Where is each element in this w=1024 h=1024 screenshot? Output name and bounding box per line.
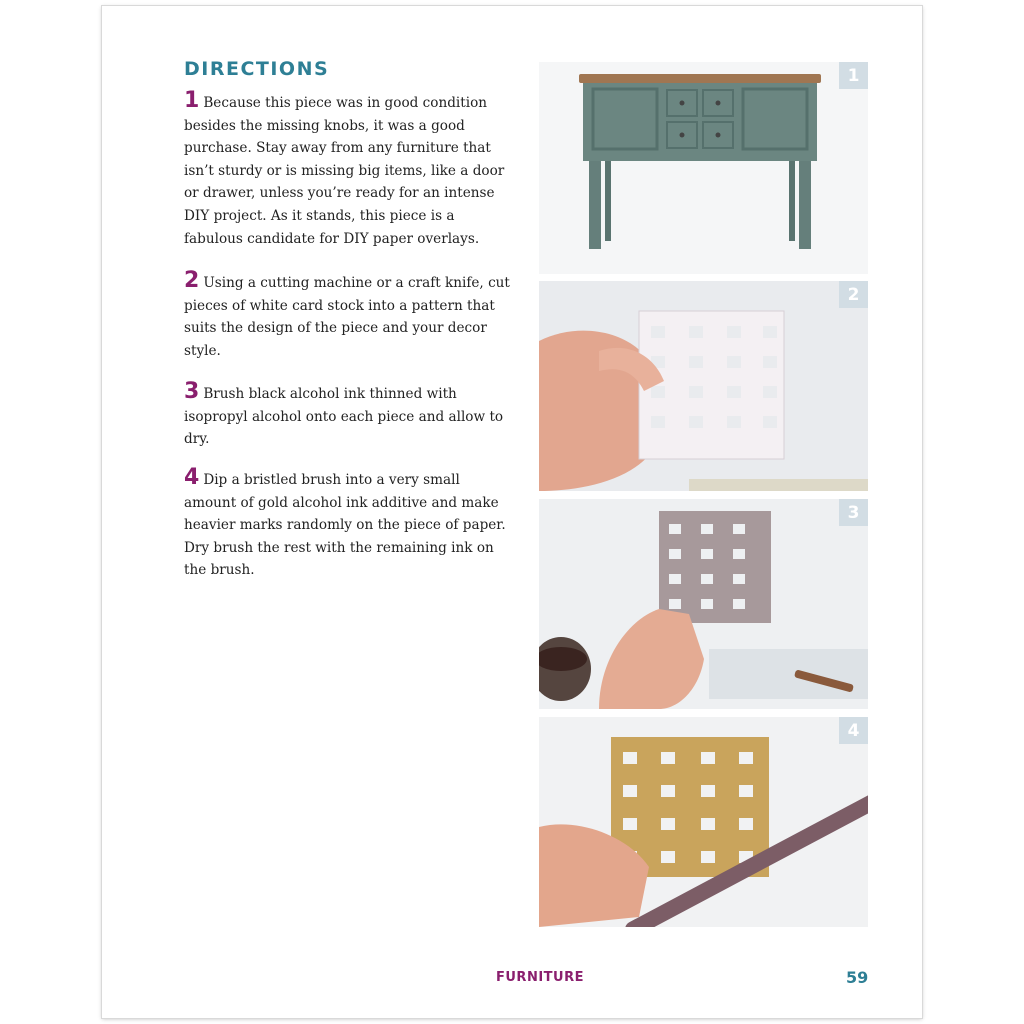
step-3 [184,379,514,451]
step-number: 3 [184,379,200,404]
book-page [102,6,922,1018]
page-number: 59 [846,968,869,987]
inked-paper-cutout-photo [539,499,868,709]
step-number: 1 [184,88,200,113]
photo-step-4 [539,717,868,927]
step-badge: 3 [839,499,868,526]
step-badge: 2 [839,281,868,308]
gold-paper-cutout-photo [539,717,868,927]
step-badge: 4 [839,717,868,744]
white-paper-cutout-photo [539,281,868,491]
step-badge: 1 [839,62,868,89]
directions-heading: DIRECTIONS [184,58,330,80]
step-text: Brush black alcohol ink thinned with isopropyl alcohol onto each piece and allow to dry. [184,386,504,448]
step-number: 2 [184,268,200,293]
step-1 [184,88,514,250]
photo-step-3 [539,499,868,709]
step-text: Because this piece was in good condition besides the missing knobs, it was a good purchase. Stay away from any furniture that isn’t sturdy or is missing big items, like a door or drawer, unless you’re ready for an intense DIY project. As it stands, this piece is a fabulous candidate for DIY paper overlays. [184,95,505,247]
step-text: Dip a bristled brush into a very small amount of gold alcohol ink additive and make heavier marks randomly on the piece of paper. Dry brush the rest with the remaining ink on the brush. [184,472,506,579]
step-4 [184,465,514,582]
photo-step-2 [539,281,868,491]
step-number: 4 [184,465,200,490]
console-table-photo [539,62,868,274]
photo-step-1 [539,62,868,274]
section-title: FURNITURE [496,970,584,985]
step-2 [184,268,514,362]
step-text: Using a cutting machine or a craft knife, cut pieces of white card stock into a pattern that suits the design of the piece and your decor style. [184,275,510,359]
